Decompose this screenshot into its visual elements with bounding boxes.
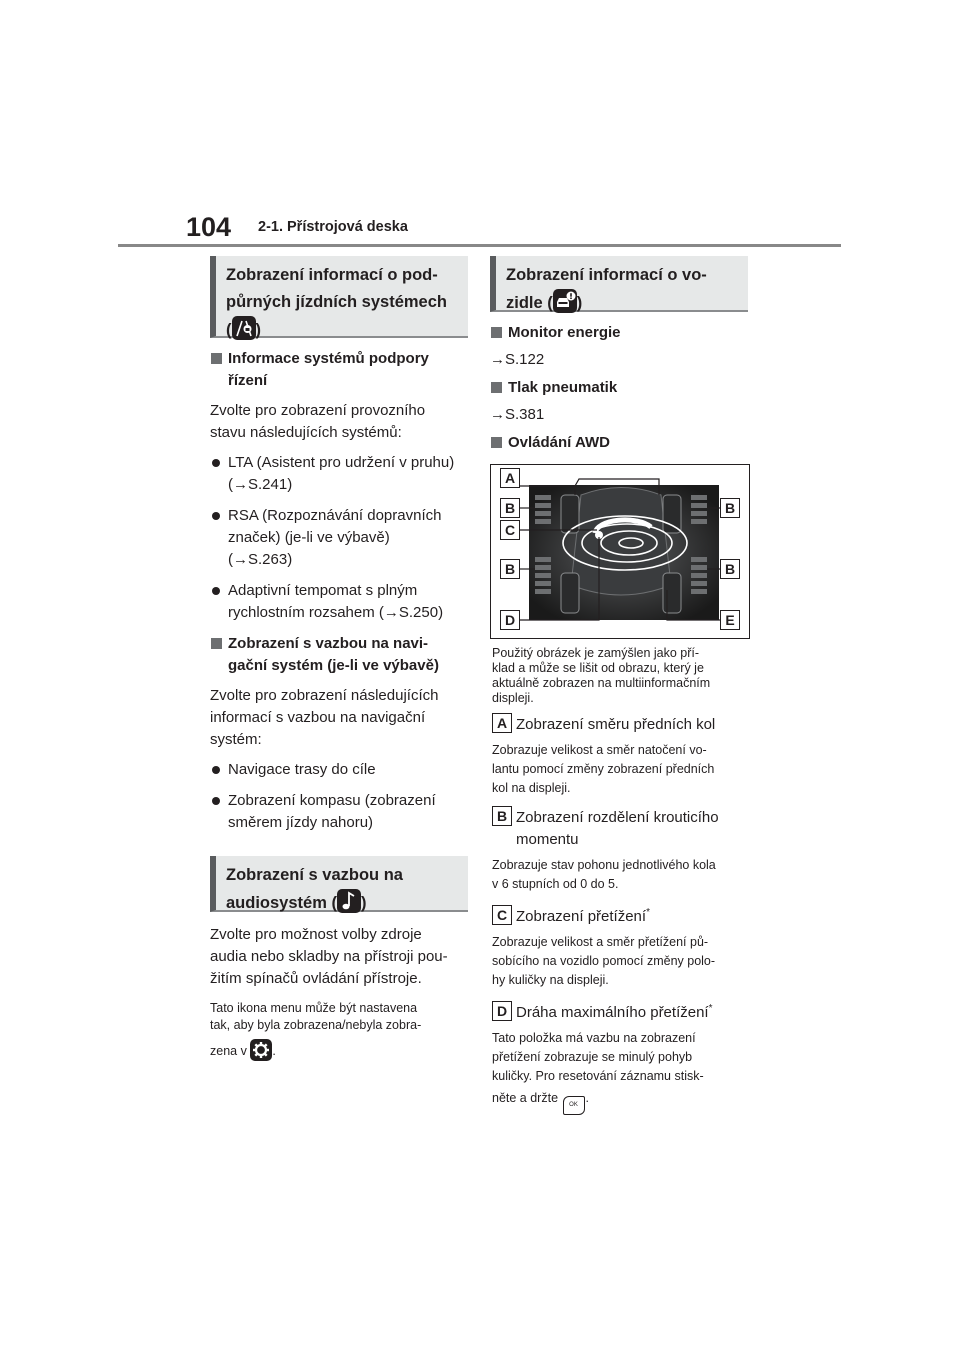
item-c-description: Zobrazuje velikost a směr přetížení pů- sobícího na vozidlo pomocí změny polo- hy kuličky na displeji.: [492, 935, 716, 987]
figure-label-b-front-right: B: [720, 498, 740, 518]
page-number: 104: [186, 212, 232, 242]
bullet-adaptive-cruise: Adaptivní tempomat s plným rychlostním rozsahem (→S.250): [210, 580, 468, 624]
figure-caption: Použitý obrázek je zamýšlen jako pří- klad a může se lišit od obrazu, který je aktuálně zobrazen na multiinformačním displeji.: [492, 646, 711, 705]
right-column-lower: [492, 646, 754, 1115]
music-note-icon: [337, 889, 361, 913]
figure-label-b-front-left: B: [500, 498, 520, 518]
section-heading-driver-assist: Zobrazení informací o pod- půrných jízdních systémech ( ): [210, 256, 468, 338]
subheading-energy-monitor: Monitor energie: [490, 322, 748, 344]
section-heading-vehicle-info: Zobrazení informací o vo- zidle ( ): [490, 256, 748, 312]
awd-display-illustration: [491, 465, 749, 638]
chapter-title: 2-1. Přístrojová deska: [258, 219, 408, 235]
bullet-compass: Zobrazení kompasu (zobrazení směrem jízdy nahoru): [210, 790, 468, 834]
left-column: [210, 256, 468, 1061]
paragraph-navigation-info: Zvolte pro zobrazení následujících informací s vazbou na navigační systém:: [210, 687, 439, 748]
ref-energy-monitor: →S.122: [490, 351, 545, 368]
awd-display-figure: [490, 464, 750, 639]
bullet-rsa: RSA (Rozpoznávání dopravních značek) (je-li ve výbavě) (→S.263): [210, 505, 468, 571]
item-c-title: C Zobrazení přetížení*: [492, 902, 754, 928]
figure-label-d: D: [500, 610, 520, 630]
item-a-description: Zobrazuje velikost a směr natočení vo- lantu pomocí změny zobrazení předních kol na displeji.: [492, 743, 715, 795]
paragraph-audio: Zvolte pro možnost volby zdroje audia nebo skladby na přístroji pou- žitím spínačů ovládání přístroje.: [210, 926, 448, 987]
bullet-lta: LTA (Asistent pro udržení v pruhu) (→S.241): [210, 452, 468, 496]
header-rule: [118, 244, 841, 247]
figure-label-c: C: [500, 520, 520, 540]
item-d-description: Tato položka má vazbu na zobrazení přetížení zobrazuje se minulý pohyb kuličky. Pro resetování záznamu stisk- něte a držte OK .: [492, 1029, 754, 1115]
vehicle-info-icon: [553, 289, 577, 313]
gear-icon: [250, 1039, 272, 1061]
item-d-title: D Dráha maximálního přetížení*: [492, 998, 754, 1024]
paragraph-operation-status: Zvolte pro zobrazení provozního stavu následujících systémů:: [210, 402, 426, 441]
item-b-description: Zobrazuje stav pohonu jednotlivého kola v 6 stupních od 0 do 5.: [492, 858, 716, 891]
item-b-title: B Zobrazení rozdělení krouticího momentu: [492, 806, 754, 851]
figure-label-b-rear-left: B: [500, 559, 520, 579]
subheading-driver-assist-info: Informace systémů podpory řízení: [210, 348, 468, 392]
figure-label-e: E: [720, 610, 740, 630]
figure-label-a: A: [500, 468, 520, 488]
right-column: [490, 256, 748, 454]
ref-tire-pressure: →S.381: [490, 406, 545, 423]
note-menu-icon: Tato ikona menu může být nastavena tak, aby byla zobrazena/nebyla zobra- zena v .: [210, 1000, 468, 1061]
subheading-tire-pressure: Tlak pneumatik: [490, 377, 748, 399]
driver-assist-icon: [232, 316, 256, 340]
figure-label-b-rear-right: B: [720, 559, 740, 579]
subheading-awd-control: Ovládání AWD: [490, 432, 748, 454]
subheading-navigation: Zobrazení s vazbou na navi- gační systém (je-li ve výbavě): [210, 633, 468, 677]
ok-button-icon: OK: [563, 1096, 585, 1115]
item-a-title: A Zobrazení směru předních kol: [492, 713, 754, 736]
bullet-route-guidance: Navigace trasy do cíle: [210, 759, 468, 781]
section-heading-audio: Zobrazení s vazbou na audiosystém ( ): [210, 856, 468, 912]
